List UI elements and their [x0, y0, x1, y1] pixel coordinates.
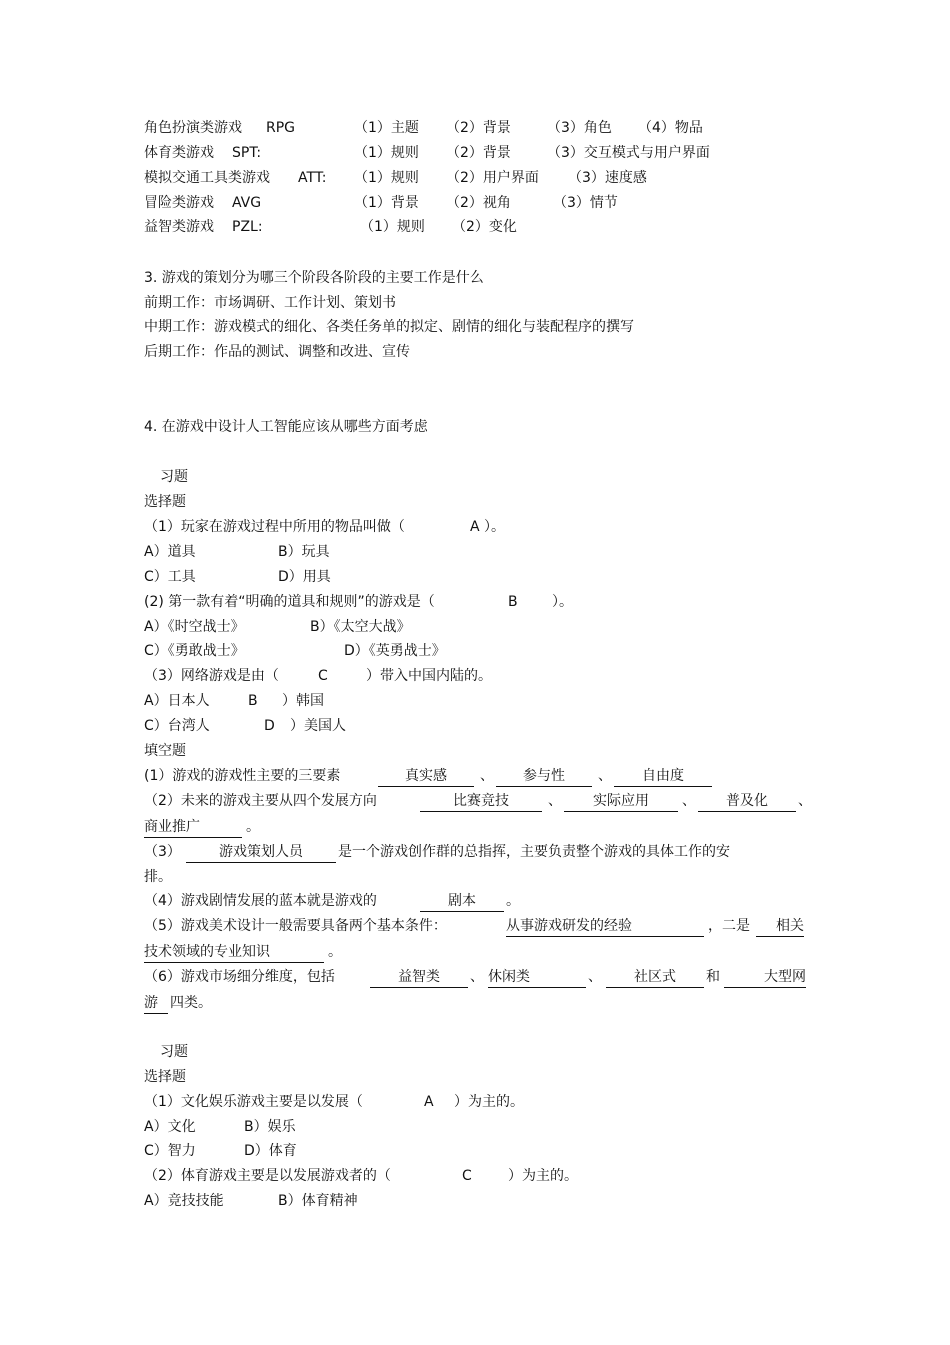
question-stem: (2) 第一款有着“明确的道具和规则”的游戏是（: [144, 594, 435, 610]
option-a: A）《时空战士》: [144, 619, 245, 635]
question-stem-end: ）带入中国内陆的。: [366, 668, 492, 684]
fill-answer: 比赛竞技: [420, 792, 542, 812]
answer-letter: B: [508, 594, 518, 610]
fill-answer: 商业推广: [144, 818, 242, 838]
genre-item: （2）变化: [452, 219, 517, 235]
option-a: A）道具: [144, 544, 196, 560]
separator: 、: [480, 768, 494, 784]
answer-letter: C: [318, 668, 328, 684]
genre-item: （1）规则: [354, 145, 419, 161]
genre-name: 冒险类游戏: [144, 195, 214, 211]
fill-end: 。: [246, 819, 260, 835]
fill-stem: (1）游戏的游戏性主要的三要素: [144, 768, 341, 784]
fill-answer: 游: [144, 994, 168, 1014]
separator: 、: [598, 768, 612, 784]
question-stem-end: ）为主的。: [454, 1094, 524, 1110]
fill-answer: 从事游戏研发的经验: [506, 917, 704, 937]
question-stem: （1）文化娱乐游戏主要是以发展（: [144, 1094, 363, 1110]
option-b: B）《太空大战》: [310, 619, 411, 635]
genre-code: SPT:: [232, 145, 262, 161]
question-stem-end: ）。: [484, 519, 505, 535]
genre-item: （2）背景: [446, 120, 511, 136]
choice-heading: 选择题: [144, 494, 186, 510]
separator: 、: [682, 793, 696, 809]
fill-stem: （4）游戏剧情发展的蓝本就是游戏的: [144, 893, 377, 909]
answer-letter: A: [470, 519, 480, 535]
option-c: C）台湾人: [144, 718, 210, 734]
genre-item: （3）速度感: [568, 170, 647, 186]
genre-name: 益智类游戏: [144, 219, 214, 235]
question-4-title: 4. 在游戏中设计人工智能应该从哪些方面考虑: [144, 419, 428, 435]
option-a: A）日本人: [144, 693, 210, 709]
genre-item: （1）规则: [354, 170, 419, 186]
question-3-title: 3. 游戏的策划分为哪三个阶段各阶段的主要工作是什么: [144, 270, 484, 286]
option-a: A）文化: [144, 1119, 196, 1135]
fill-stem-cont: 是一个游戏创作群的总指挥，主要负责整个游戏的具体工作的安: [338, 844, 730, 860]
option-a: A）竞技技能: [144, 1193, 224, 1209]
q3-middle-stage: 中期工作：游戏模式的细化、各类任务单的拟定、剧情的细化与装配程序的撰写: [144, 319, 634, 335]
genre-item: （4）物品: [638, 120, 703, 136]
fill-answer: 益智类: [370, 968, 468, 988]
option-c: C）《勇敢战士》: [144, 643, 245, 659]
option-b-letter: B: [248, 693, 258, 709]
option-d: D）体育: [244, 1143, 297, 1159]
genre-item: （2）视角: [446, 195, 511, 211]
option-d: D）《英勇战士》: [344, 643, 446, 659]
choice-heading: 选择题: [144, 1069, 186, 1085]
genre-item: （1）主题: [354, 120, 419, 136]
question-stem: （2）体育游戏主要是以发展游戏者的（: [144, 1168, 391, 1184]
fill-stem: （2）未来的游戏主要从四个发展方向: [144, 793, 377, 809]
question-stem-end: ）。: [552, 594, 573, 610]
option-c: C）智力: [144, 1143, 196, 1159]
separator: 、: [588, 969, 602, 985]
fill-stem-wrap: 排。: [144, 869, 172, 885]
q3-early-stage: 前期工作：市场调研、工作计划、策划书: [144, 295, 396, 311]
genre-item: （1）背景: [354, 195, 419, 211]
genre-item: （1）规则: [360, 219, 425, 235]
fill-answer: 相关: [756, 917, 804, 937]
fill-stem: （3）: [144, 844, 181, 860]
genre-item: （3）情节: [553, 195, 618, 211]
fill-stem: （6）游戏市场细分维度，包括: [144, 969, 335, 985]
separator: 、: [798, 793, 812, 809]
fill-answer: 真实感: [378, 767, 474, 787]
genre-code: AVG: [232, 195, 262, 211]
fill-answer: 普及化: [698, 792, 796, 812]
fill-answer: 大型网: [724, 968, 806, 988]
genre-code: PZL:: [232, 219, 263, 235]
fill-answer: 自由度: [614, 767, 712, 787]
genre-name: 体育类游戏: [144, 145, 214, 161]
fill-answer: 实际应用: [564, 792, 678, 812]
genre-item: （2）用户界面: [446, 170, 539, 186]
fill-answer: 社区式: [606, 968, 704, 988]
option-c: C）工具: [144, 569, 196, 585]
answer-letter: A: [424, 1094, 434, 1110]
option-d: D）用具: [278, 569, 331, 585]
q3-late-stage: 后期工作：作品的测试、调整和改进、宣传: [144, 344, 410, 360]
exercise-heading: 习题: [160, 1044, 188, 1060]
fill-answer: 参与性: [496, 767, 592, 787]
genre-item: （2）背景: [446, 145, 511, 161]
answer-letter: C: [462, 1168, 472, 1184]
fill-mid: ，二是: [708, 918, 750, 934]
genre-name: 角色扮演类游戏: [144, 120, 242, 136]
question-stem-end: ）为主的。: [508, 1168, 578, 1184]
fill-heading: 填空题: [144, 743, 186, 759]
fill-answer: 游戏策划人员: [186, 843, 336, 863]
genre-item: （3）交互模式与用户界面: [547, 145, 710, 161]
question-stem: （3）网络游戏是由（: [144, 668, 279, 684]
option-b-text: ）韩国: [282, 693, 324, 709]
fill-end: 。: [328, 944, 342, 960]
fill-end: 。: [506, 893, 520, 909]
option-d-text: ）美国人: [290, 718, 346, 734]
question-stem: （1）玩家在游戏过程中所用的物品叫做（: [144, 519, 405, 535]
option-d-letter: D: [264, 718, 275, 734]
separator: 、: [470, 969, 484, 985]
option-b: B）娱乐: [244, 1119, 296, 1135]
option-b: B）玩具: [278, 544, 330, 560]
separator: 、: [548, 793, 562, 809]
genre-name: 模拟交通工具类游戏: [144, 170, 270, 186]
fill-end: 四类。: [170, 995, 212, 1011]
genre-code: ATT:: [298, 170, 327, 186]
genre-item: （3）角色: [547, 120, 612, 136]
fill-answer: 技术领域的专业知识: [144, 943, 324, 963]
fill-answer: 休闲类: [488, 968, 586, 988]
option-b: B）体育精神: [278, 1193, 358, 1209]
genre-code: RPG: [266, 120, 296, 136]
fill-and: 和: [706, 969, 720, 985]
fill-stem: （5）游戏美术设计一般需要具备两个基本条件：: [144, 918, 447, 934]
fill-answer: 剧本: [420, 892, 504, 912]
exercise-heading: 习题: [160, 469, 188, 485]
